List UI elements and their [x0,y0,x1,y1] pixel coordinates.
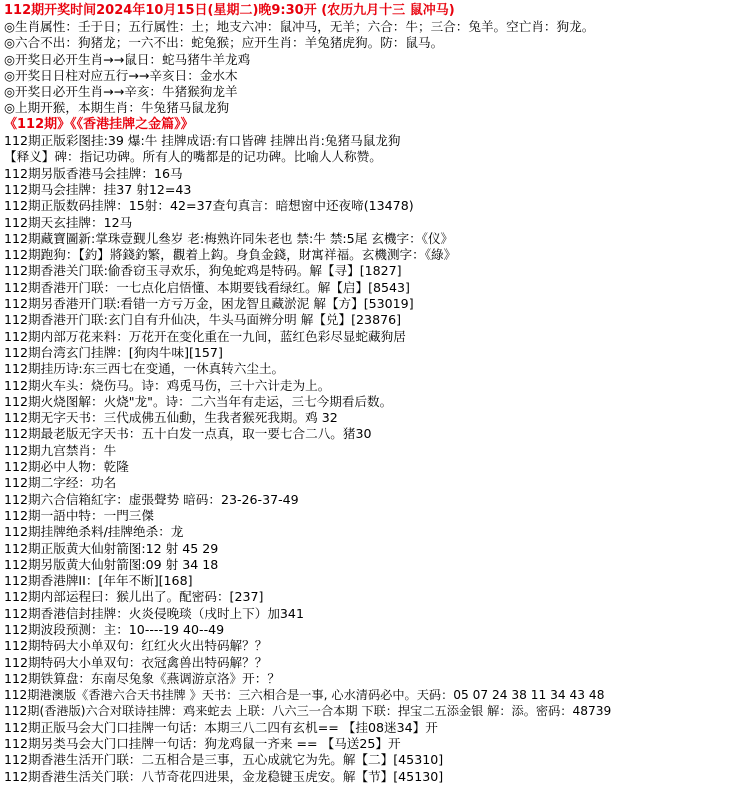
attribute-line: ◎开奖日必开生肖→→鼠日：蛇马猪牛羊龙鸡 [4,51,251,67]
body-line: 112期正版数码挂牌：15射：42=37查句真言：暗想窗中还夜啼(13478) [4,198,414,214]
body-line: 112期另版黄大仙射箭图:09 射 34 18 [4,556,219,572]
body-line: 112期挂牌绝杀料/挂牌绝杀：龙 [4,524,184,540]
body-line: 112期内部运程曰：猴儿出了。配密码：[237] [4,589,264,605]
body-line: 112期六合信箱紅字：虚張聲势 暗码：23-26-37-49 [4,491,299,507]
body-line: 112期特码大小单双句：衣冠禽兽出特码解？？ [4,654,268,670]
body-line: 112期另类马会大门口挂牌一句话：狗龙鸡鼠一齐来 == 【马送25】开 [4,736,401,752]
draw-time-header: 112期开奖时间2024年10月15日(星期二)晚9:30开 (农历九月十三 鼠冲马) [4,3,455,18]
body-line: 112期内部万花来料：万花开在变化重在一九间，蓝红色彩尽显蛇藏狗居 [4,328,406,344]
body-line: 112期二字经：功名 [4,475,117,491]
body-line: 112期另版香港马会挂牌：16马 [4,165,183,181]
body-line: 112期正版马会大门口挂牌一句话：本期三八二四有玄机== 【挂08迷34】开 [4,719,438,735]
body-line: 112期正版黄大仙射箭图:12 射 45 29 [4,540,219,556]
body-line: 112期挂历诗:东三西七在变通，一休真转六尘土。 [4,361,285,377]
body-line: 112期(香港版)六合对联诗挂牌：鸡来蛇去 上联：八六三一合本期 下联：捍宝二五添金银 解：添。密码：48739 [4,704,612,719]
attribute-line: ◎开奖日必开生肖→→辛亥：牛猪猴狗龙羊 [4,84,238,100]
body-line: 112期特码大小单双句：红红火火出特码解？？ [4,638,268,654]
body-line: 112期香港关门联:偷香窃玉寻欢乐，狗兔蛇鸡是特码。解【寻】[1827] [4,263,402,279]
body-line: 112期跑狗：【釣】將錢釣繁，觀着上鈎。身負金錢，財寓祥福。玄機测字：《綠》 [4,247,457,263]
body-line: 112期香港信封挂牌：火炎侵晚琰（戌时上下）加341 [4,605,304,621]
body-line: 112期无字天书：三代成佛五仙動，生我者猴死我期。鸡 32 [4,410,338,426]
attribute-line: ◎六合不出：狗猪龙；一六不出：蛇兔猴；应开生肖：羊兔猪虎狗。防：鼠马。 [4,35,444,51]
body-line: 112期一語中特：一門三傑 [4,507,154,523]
attribute-line: ◎开奖日日柱对应五行→→辛亥日：金水木 [4,67,238,83]
body-line: 112期香港生活开门联：二五相合是三事，五心成就它为先。解【二】[45310] [4,752,444,768]
body-line: 112期香港开门联:玄门自有升仙决，牛头马面辨分明 解【兑】[23876] [4,312,402,328]
body-line: 112期藏寶圖新:掌珠壹觐儿叄岁 老:梅熟许同朱老也 禁:牛 禁:5尾 玄機字：《仪》 [4,230,454,246]
body-line: 112期另香港开门联:看错一方亏万金，困龙智且藏淤泥 解【方】[53019] [4,296,414,312]
body-line: 112期波段预测：主：10----19 40--49 [4,621,225,637]
attribute-line: ◎生肖属性：壬于日；五行属性：土；地支六冲：鼠冲马，无羊；六合：牛；三合：兔羊。空亡肖：狗龙。 [4,19,595,34]
body-line: 112期马会挂牌：挂37 射12=43 [4,181,192,197]
body-line: 112期香港生活关门联：八节奇花四进果，金龙稳键玉虎安。解【节】[45130] [4,768,444,784]
body-line: 112期台湾玄门挂牌：[狗肉牛味][157] [4,344,223,360]
body-line: 112期香港牌II：[年年不断][168] [4,573,193,589]
body-line: 112期九宫禁肖：牛 [4,442,117,458]
body-line: 112期正版彩图挂:39 爆:牛 挂牌成语:有口皆碑 挂牌出肖:兔猪马鼠龙狗 [4,133,401,149]
attribute-line: ◎上期开猴，本期生肖：牛兔猪马鼠龙狗 [4,100,230,116]
body-line: 【释义】碑：指记功碑。所有人的嘴都是的记功碑。比喻人人称赞。 [4,149,382,165]
body-line: 112期天玄挂牌：12马 [4,214,133,230]
body-line: 112期火车头：烧伤马。诗：鸡兎马伤，三十六计走为上。 [4,377,331,393]
body-line: 112期必中人物：乾隆 [4,459,129,475]
body-line: 112期香港开门联：一七点化启悟懂、本期要钱看绿红。解【启】[8543] [4,279,410,295]
body-line: 112期港澳版《香港六合天书挂牌 》天书：三六相合是一事, 心水清码必中。天码：05 07 24 38 11 34 43 48 [4,688,605,703]
section-title: 《112期》《《香港挂牌之金篇》》 [4,116,194,132]
body-line: 112期最老版无字天书：五十白发一点真，取一要七合二八。猪30 [4,426,372,442]
body-line: 112期火烧图解：火烧"龙"。诗：二六当年有走运，三七今期看后数。 [4,393,393,409]
body-line: 112期铁算盘：东南尽兔象《燕调游京洛》开：？ [4,670,280,686]
